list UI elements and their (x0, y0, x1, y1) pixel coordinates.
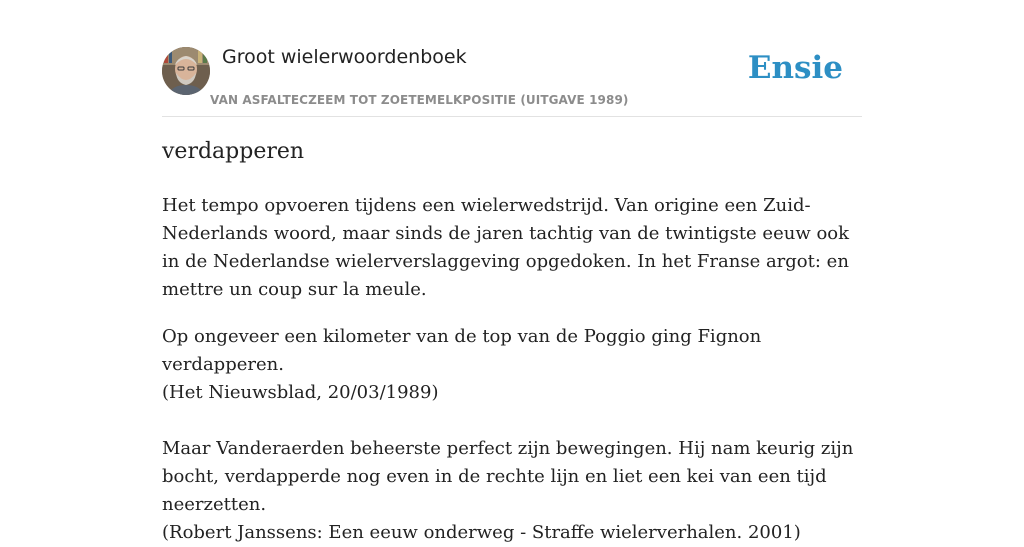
book-subtitle: VAN ASFALTECZEEM TOT ZOETEMELKPOSITIE (UITGAVE 1989) (210, 93, 629, 107)
brand-logo[interactable]: Ensie (747, 50, 843, 86)
author-portrait-icon (162, 47, 210, 95)
entry-examples: Op ongeveer een kilometer van de top van de Poggio ging Fignon verdapperen. (Het Nieuwsblad, 20/03/1989) Maar Vanderaerden beheerste perfect zijn bewegingen. Hij nam keurig zijn bocht, verdapperde nog even in de rechte lijn en liet een kei van een tijd neerzetten. (Robert Janssens: Een eeuw onderweg - Straffe wielerverhalen. 2001) (162, 326, 854, 543)
author-avatar[interactable] (162, 47, 210, 95)
entry-headword: verdapperen (162, 139, 305, 164)
entry-definition: Het tempo opvoeren tijdens een wielerwedstrijd. Van origine een Zuid-Nederlands woord, maar sinds de jaren tachtig van de twintigste eeuw ook in de Nederlandse wielerverslaggeving opgedoken. In het Franse argot: en mettre un coup sur la meule. (162, 195, 850, 300)
book-title[interactable]: Groot wielerwoordenboek (222, 46, 467, 68)
entry-card (162, 0, 862, 543)
entry-header (162, 0, 862, 117)
